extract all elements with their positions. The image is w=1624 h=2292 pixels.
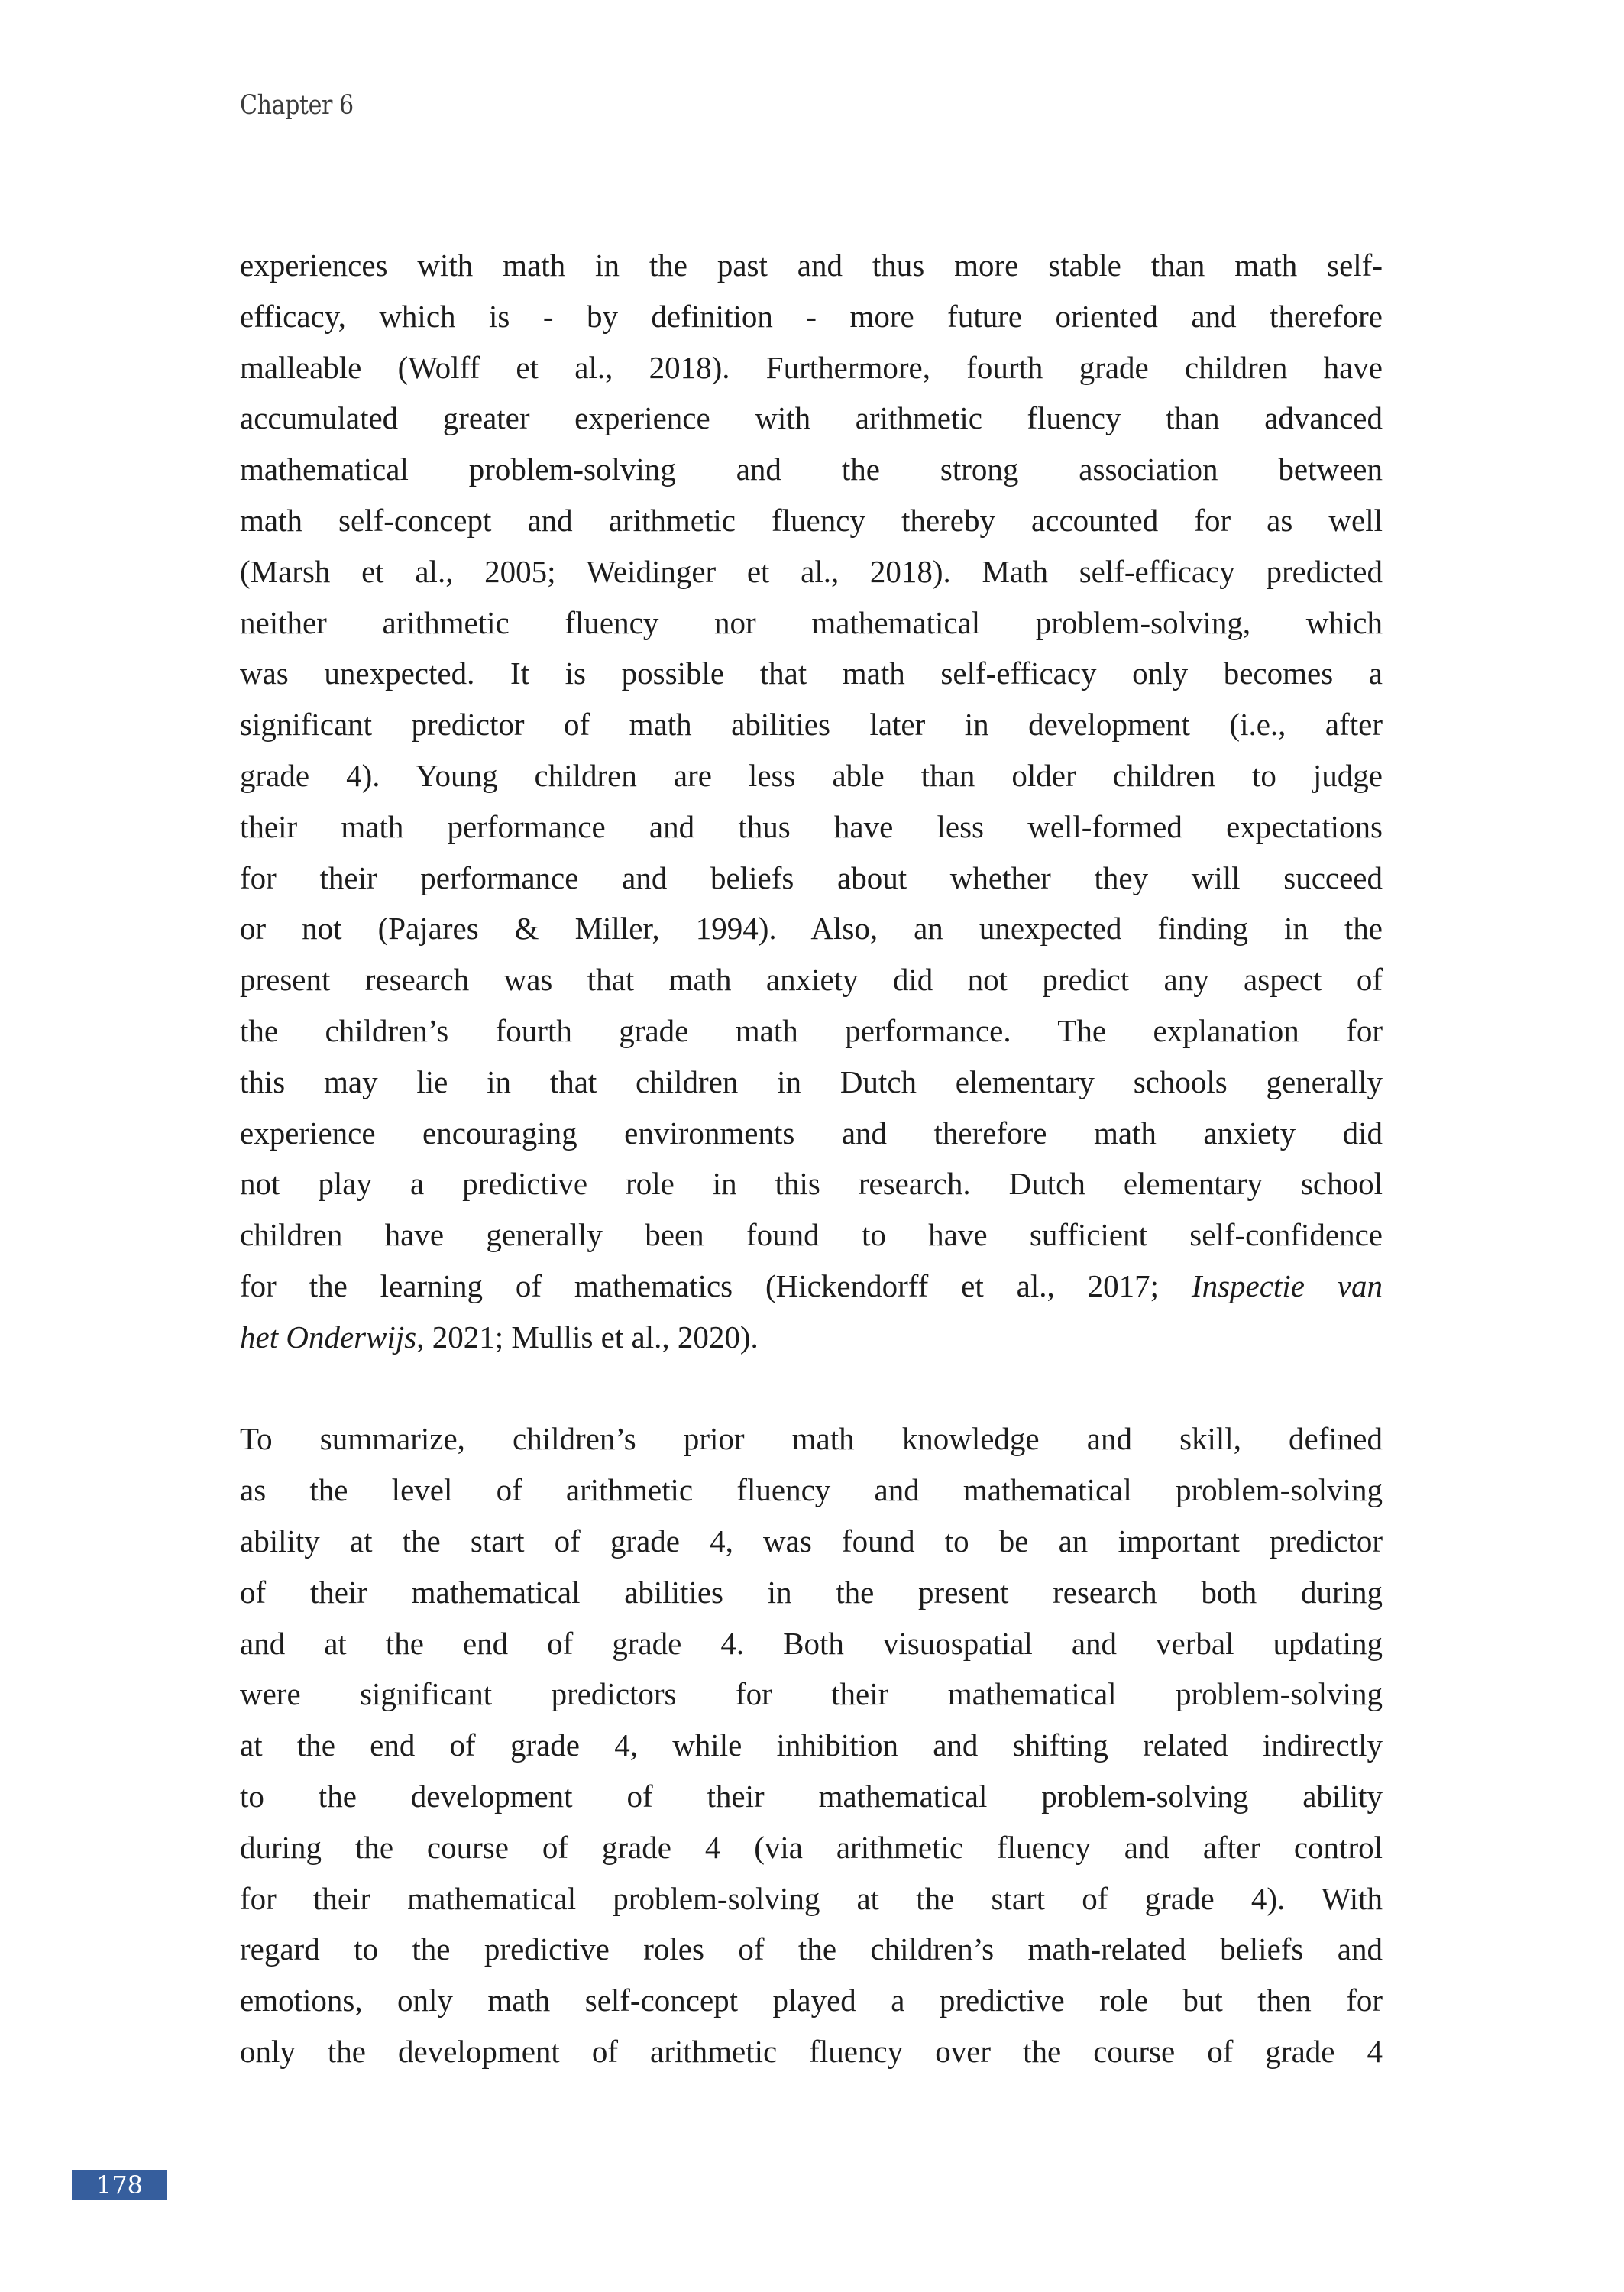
text-line: during the course of grade 4 (via arithmetic fluency and after control (240, 1829, 1383, 1865)
text-line (240, 1312, 1383, 1363)
text-line: (Marsh et al., 2005; Weidinger et al., 2018). Math self-efficacy predicted (240, 553, 1383, 589)
text-run: , 2021; Mullis et al., 2020). (416, 1319, 759, 1355)
text-line: present research was that math anxiety did not predict any aspect of (240, 962, 1383, 998)
text-line: experiences with math in the past and thus more stable than math self- (240, 248, 1383, 283)
text-line: emotions, only math self-concept played a predictive role but then for (240, 1983, 1383, 2018)
text-line: ability at the start of grade 4, was found to be an important predictor (240, 1523, 1383, 1559)
text-line (240, 1261, 1383, 1312)
text-line: were significant predictors for their mathematical problem-solving (240, 1676, 1383, 1712)
page-number-badge (72, 2170, 167, 2200)
text-run: for the learning of mathematics (Hickendorff et al., 2017; (240, 1267, 1192, 1303)
text-line: or not (Pajares & Miller, 1994). Also, an unexpected finding in the (240, 911, 1383, 947)
text-line: significant predictor of math abilities later in development (i.e., after (240, 707, 1383, 743)
text-line: for their mathematical problem-solving at the start of grade 4). With (240, 1880, 1383, 1916)
paragraph (240, 1413, 1383, 2077)
text-line: To summarize, children’s prior math knowledge and skill, defined (240, 1421, 1383, 1457)
paragraph-gap (240, 1363, 1383, 1414)
text-line: math self-concept and arithmetic fluency thereby accounted for as well (240, 502, 1383, 538)
text-line: this may lie in that children in Dutch elementary schools generally (240, 1063, 1383, 1099)
text-line: was unexpected. It is possible that math self-efficacy only becomes a (240, 656, 1383, 691)
italic-title: het Onderwijs (240, 1319, 417, 1355)
text-line: experience encouraging environments and therefore math anxiety did (240, 1115, 1383, 1151)
text-line: neither arithmetic fluency nor mathematical problem-solving, which (240, 604, 1383, 640)
text-line: of their mathematical abilities in the present research both during (240, 1574, 1383, 1610)
text-line: and at the end of grade 4. Both visuospatial and verbal updating (240, 1625, 1383, 1661)
text-line: only the development of arithmetic fluency over the course of grade 4 (240, 2033, 1383, 2069)
text-line: their math performance and thus have less well-formed expectations (240, 808, 1383, 844)
page-number: 178 (95, 2171, 144, 2200)
text-line: children have generally been found to have sufficient self-confidence (240, 1217, 1383, 1253)
text-line: grade 4). Young children are less able than older children to judge (240, 757, 1383, 793)
body-text (240, 240, 1383, 2077)
text-line: efficacy, which is - by definition - more future oriented and therefore (240, 298, 1383, 334)
text-line: to the development of their mathematical problem-solving ability (240, 1778, 1383, 1814)
text-line: not play a predictive role in this research. Dutch elementary school (240, 1166, 1383, 1202)
text-line: mathematical problem-solving and the strong association between (240, 452, 1383, 487)
text-line: as the level of arithmetic fluency and mathematical problem-solving (240, 1472, 1383, 1508)
text-line: malleable (Wolff et al., 2018). Furthermore, fourth grade children have (240, 349, 1383, 385)
italic-title: Inspectie van (1191, 1267, 1383, 1303)
text-line: accumulated greater experience with arithmetic fluency than advanced (240, 400, 1383, 436)
text-line: at the end of grade 4, while inhibition and shifting related indirectly (240, 1727, 1383, 1763)
text-line: regard to the predictive roles of the children’s math-related beliefs and (240, 1931, 1383, 1967)
paragraph (240, 240, 1383, 1363)
running-head: Chapter 6 (240, 90, 354, 121)
text-line: for their performance and beliefs about whether they will succeed (240, 860, 1383, 895)
text-line: the children’s fourth grade math performance. The explanation for (240, 1012, 1383, 1048)
